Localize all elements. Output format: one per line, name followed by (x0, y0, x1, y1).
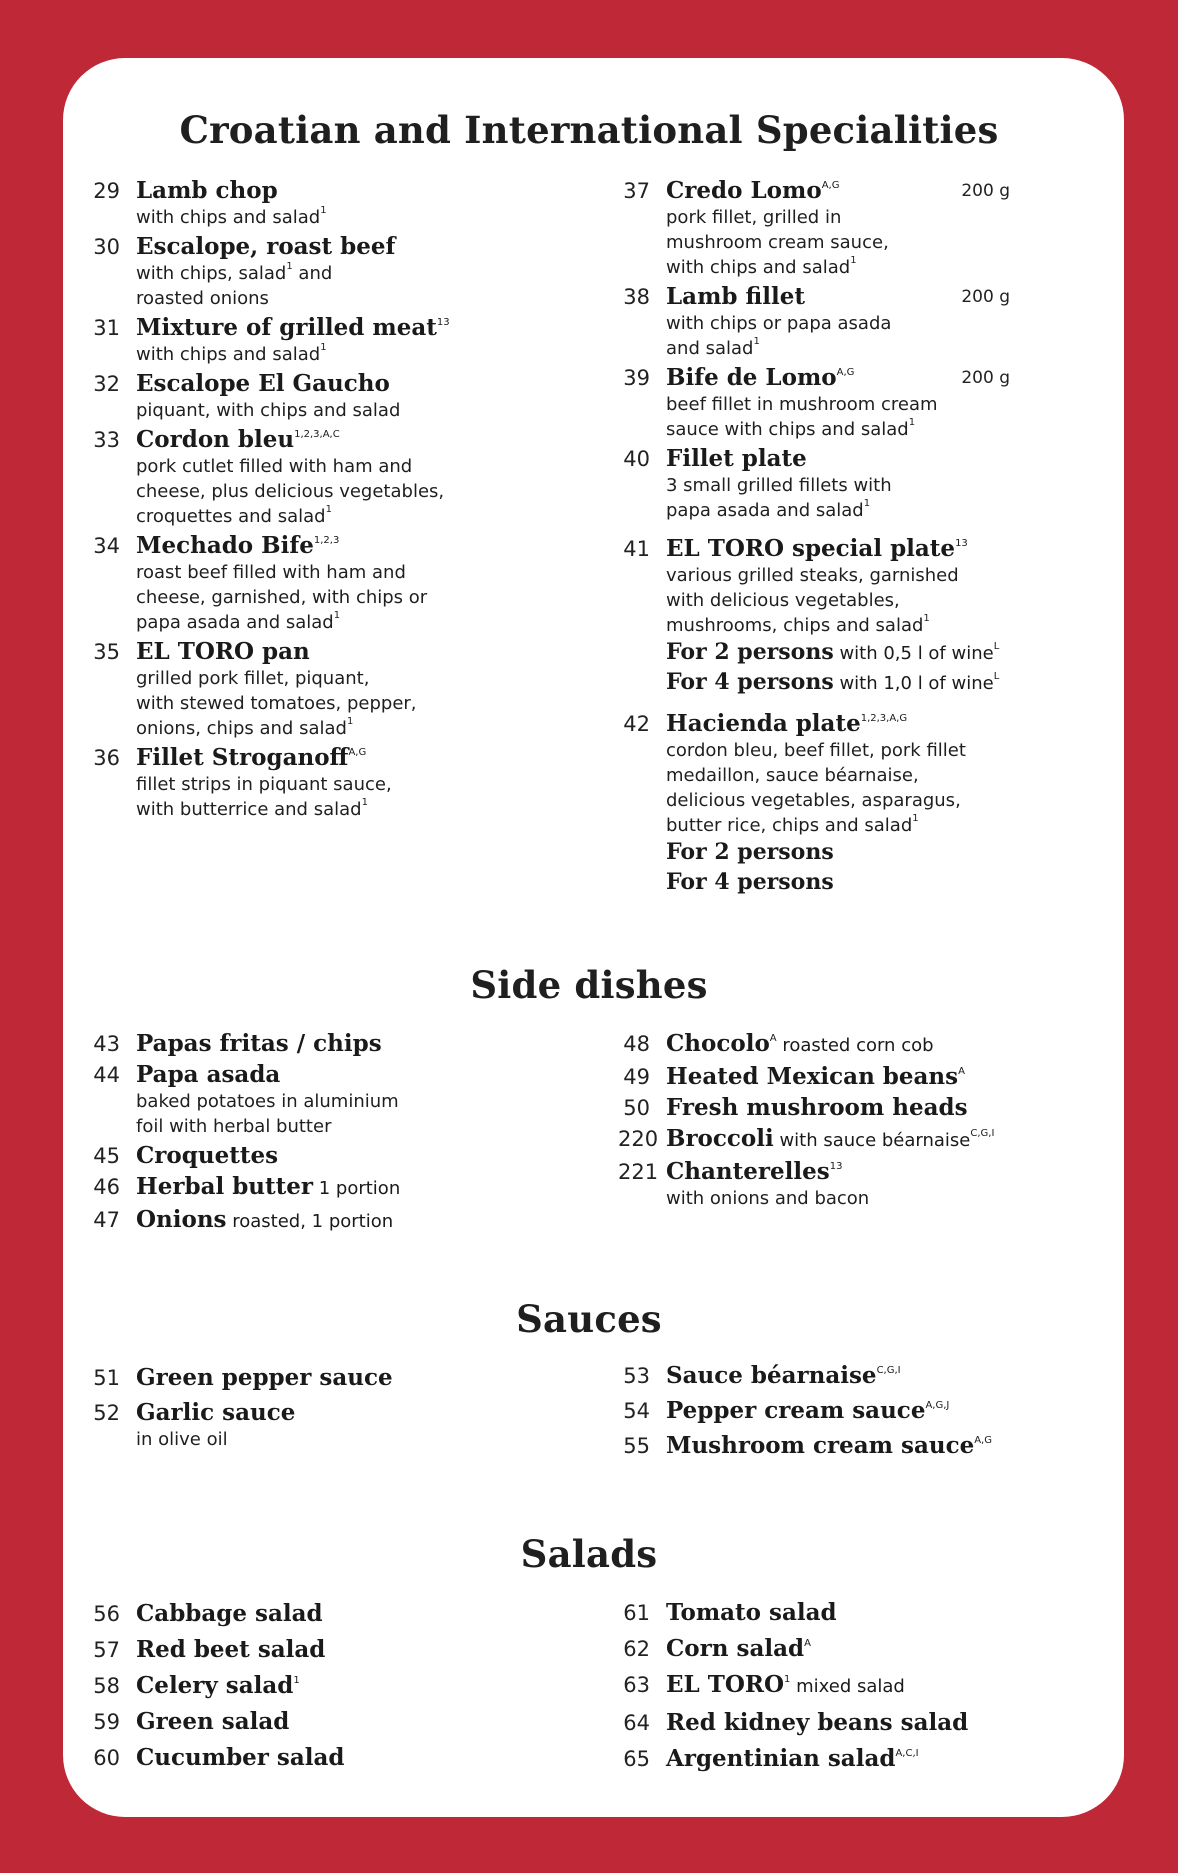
allergen-note: 1 (863, 498, 871, 509)
item-name: Escalope El Gaucho (136, 370, 390, 397)
item-description: roasted onions (136, 288, 269, 309)
menu-item-62 (618, 1635, 1018, 1663)
item-number: 35 (93, 640, 120, 664)
menu-item-59 (88, 1708, 488, 1736)
allergen-note: A (804, 1638, 811, 1649)
item-name: Papas fritas / chips (136, 1030, 382, 1057)
item-description: cheese, plus delicious vegetables, (136, 481, 445, 502)
item-name: Fillet plate (666, 445, 807, 472)
specialities-left-column (88, 177, 488, 822)
portion-label: For 4 persons (666, 869, 834, 895)
item-number: 42 (623, 712, 650, 736)
portion-option (666, 838, 1010, 868)
item-name: Red beet salad (136, 1636, 326, 1663)
item-description: baked potatoes in aluminium (136, 1091, 399, 1112)
item-number: 44 (93, 1063, 120, 1087)
item-description: in olive oil (136, 1429, 228, 1450)
allergen-note: 1 (850, 255, 857, 266)
item-description: 3 small grilled fillets with (666, 475, 892, 496)
menu-item-57 (88, 1636, 488, 1664)
item-description: with butterrice and salad (136, 799, 362, 820)
item-number: 61 (623, 1601, 650, 1625)
allergen-note: A,G (836, 367, 855, 378)
item-name: Pepper cream sauce (666, 1397, 926, 1424)
section-title-side-dishes: Side dishes (470, 963, 708, 1007)
item-name: Cucumber salad (136, 1744, 345, 1771)
salads-left-column (88, 1600, 488, 1772)
menu-item-32 (88, 370, 488, 423)
item-number: 64 (623, 1711, 650, 1735)
allergen-note: 1 (293, 1675, 300, 1686)
item-description: with chips and salad (136, 344, 321, 365)
allergen-note: 13 (955, 538, 968, 549)
sauces-left-column (88, 1364, 488, 1452)
allergen-note: C,G,I (876, 1365, 901, 1376)
menu-item-56 (88, 1600, 488, 1628)
item-description: cheese, garnished, with chips or (136, 587, 428, 608)
allergen-note: 1 (361, 797, 368, 808)
menu-item-52 (88, 1399, 488, 1452)
item-description: medaillon, sauce béarnaise, (666, 765, 919, 786)
item-number: 29 (93, 179, 120, 203)
allergen-note: 1 (286, 261, 293, 272)
item-description: foil with herbal butter (136, 1116, 332, 1137)
item-description: sauce with chips and salad (666, 419, 909, 440)
allergen-note: A,G (348, 747, 367, 758)
item-number: 51 (93, 1366, 120, 1390)
item-name: Chocolo (666, 1030, 770, 1057)
item-description: cordon bleu, beef fillet, pork fillet (666, 740, 966, 761)
item-number: 37 (623, 179, 650, 203)
menu-item-55 (618, 1432, 1018, 1460)
item-name: Hacienda plate (666, 710, 861, 737)
allergen-note: C,G,I (970, 1128, 995, 1139)
item-description: fillet strips in piquant sauce, (136, 774, 392, 795)
allergen-note: 1 (320, 342, 327, 353)
item-name: Cordon bleu (136, 426, 295, 453)
item-name: Corn salad (666, 1635, 805, 1662)
item-number: 36 (93, 746, 120, 770)
item-name: Onions (136, 1206, 227, 1233)
item-number: 50 (623, 1096, 650, 1120)
allergen-note: 1,2,3,A,G (860, 713, 908, 724)
menu-item-31 (88, 314, 488, 367)
item-number: 48 (623, 1032, 650, 1056)
menu-item-65 (618, 1745, 1018, 1773)
menu-item-53 (618, 1362, 1018, 1390)
salads-right-column (618, 1599, 1018, 1773)
menu-item-34 (88, 532, 488, 635)
item-description: mixed salad (790, 1676, 905, 1697)
section-title-salads: Salads (520, 1532, 658, 1576)
allergen-note: 13 (829, 1161, 843, 1172)
item-description: onions, chips and salad (136, 718, 347, 739)
item-name: EL TORO pan (136, 638, 310, 665)
item-description: grilled pork fillet, piquant, (136, 668, 370, 689)
item-name: Green pepper sauce (136, 1364, 393, 1391)
item-name: Tomato salad (666, 1599, 837, 1626)
item-number: 47 (93, 1208, 120, 1232)
item-description: with stewed tomatoes, pepper, (136, 693, 417, 714)
menu-item-58 (88, 1672, 488, 1700)
item-number: 45 (93, 1144, 120, 1168)
menu-item-39 (618, 364, 1010, 442)
menu-item-221 (618, 1158, 1018, 1211)
item-description: beef fillet in mushroom cream (666, 394, 938, 415)
menu-item-49 (618, 1063, 1018, 1091)
item-name: EL TORO (666, 1671, 785, 1698)
item-number: 65 (623, 1747, 650, 1771)
item-number: 58 (93, 1674, 120, 1698)
item-number: 46 (93, 1175, 120, 1199)
menu-item-54 (618, 1397, 1018, 1425)
item-name: Mushroom cream sauce (666, 1432, 975, 1459)
menu-item-36 (88, 744, 488, 822)
allergen-note: L (993, 671, 1000, 682)
item-number: 40 (623, 447, 650, 471)
item-name: EL TORO special plate (666, 535, 956, 562)
allergen-note: 1 (333, 610, 341, 621)
allergen-note: 13 (436, 317, 450, 328)
item-description: with onions and bacon (666, 1188, 870, 1209)
allergen-note: 1 (908, 417, 916, 428)
allergen-note: A (769, 1033, 777, 1044)
allergen-note: A,C,I (895, 1748, 919, 1759)
item-description: papa asada and salad (136, 612, 334, 633)
allergen-note: 1 (325, 504, 332, 515)
item-number: 54 (623, 1399, 650, 1423)
item-weight: 200 g (961, 368, 1010, 388)
item-description: various grilled steaks, garnished (666, 565, 959, 586)
menu-item-64 (618, 1709, 1018, 1737)
item-name: Mechado Bife (136, 532, 314, 559)
item-number: 33 (93, 428, 120, 452)
menu-item-46 (88, 1173, 488, 1203)
item-name: Herbal butter (136, 1173, 314, 1200)
portion-label: For 2 persons (666, 639, 834, 665)
menu-item-48 (618, 1030, 1018, 1060)
item-number: 221 (618, 1160, 659, 1184)
allergen-note: A (958, 1066, 965, 1077)
item-number: 53 (623, 1364, 650, 1388)
item-name: Escalope, roast beef (136, 233, 396, 260)
item-name: Chanterelles (666, 1158, 830, 1185)
item-number: 59 (93, 1710, 120, 1734)
item-description: with sauce béarnaise (773, 1130, 971, 1151)
allergen-note: 1 (923, 613, 930, 624)
menu-item-51 (88, 1364, 488, 1392)
item-number: 57 (93, 1638, 120, 1662)
item-description: papa asada and salad (666, 500, 864, 521)
item-name: Cabbage salad (136, 1600, 323, 1627)
allergen-note: 1 (346, 716, 354, 727)
item-number: 34 (93, 534, 120, 558)
section-title-specialities: Croatian and International Specialities (179, 108, 999, 152)
item-name: Credo Lomo (666, 177, 822, 204)
item-number: 30 (93, 235, 120, 259)
item-description: mushrooms, chips and salad (666, 615, 924, 636)
item-description: mushroom cream sauce, (666, 232, 889, 253)
item-number: 38 (623, 285, 650, 309)
menu-item-60 (88, 1744, 488, 1772)
item-name: Mixture of grilled meat (136, 314, 437, 341)
menu-item-42 (618, 710, 1010, 898)
item-description: and (292, 263, 333, 284)
item-name: Celery salad (136, 1672, 294, 1699)
item-number: 52 (93, 1401, 120, 1425)
allergen-note: 1,2,3 (313, 535, 340, 546)
menu-item-35 (88, 638, 488, 741)
item-description: 1 portion (313, 1178, 401, 1199)
item-name: Broccoli (666, 1125, 774, 1152)
allergen-note: 1 (753, 336, 760, 347)
item-description: with chips and salad (666, 257, 851, 278)
item-description: roasted corn cob (776, 1035, 934, 1056)
menu-item-43 (88, 1030, 488, 1058)
allergen-note: A,G (974, 1435, 992, 1446)
menu-item-63 (618, 1671, 1018, 1701)
sauces-right-column (618, 1362, 1018, 1460)
item-description: with delicious vegetables, (666, 590, 900, 611)
item-name: Sauce béarnaise (666, 1362, 877, 1389)
item-number: 31 (93, 316, 120, 340)
sides-right-column (618, 1030, 1018, 1211)
item-name: Bife de Lomo (666, 364, 837, 391)
menu-item-47 (88, 1206, 488, 1236)
item-name: Croquettes (136, 1142, 279, 1169)
menu-item-38 (618, 283, 1010, 361)
item-weight: 200 g (961, 181, 1010, 201)
portion-option (666, 638, 1010, 668)
item-name: Fresh mushroom heads (666, 1094, 968, 1121)
menu-item-45 (88, 1142, 488, 1170)
specialities-right-column (618, 177, 1010, 898)
item-number: 43 (93, 1032, 120, 1056)
item-name: Green salad (136, 1708, 290, 1735)
item-description: roasted, 1 portion (226, 1211, 394, 1232)
item-description: butter rice, chips and salad (666, 815, 913, 836)
item-description: piquant, with chips and salad (136, 400, 401, 421)
item-name: Lamb chop (136, 177, 278, 204)
menu-item-41 (618, 535, 1010, 698)
item-description: croquettes and salad (136, 506, 326, 527)
allergen-note: 1,2,3,A,C (294, 429, 340, 440)
section-title-sauces: Sauces (516, 1297, 662, 1341)
menu-item-37 (618, 177, 1010, 280)
item-number: 63 (623, 1673, 650, 1697)
item-name: Heated Mexican beans (666, 1063, 959, 1090)
item-number: 32 (93, 372, 120, 396)
item-description: with chips or papa asada (666, 313, 892, 334)
menu-item-61 (618, 1599, 1018, 1627)
item-number: 55 (623, 1434, 650, 1458)
item-description: with chips and salad (136, 207, 321, 228)
item-description: pork fillet, grilled in (666, 207, 842, 228)
portion-option (666, 668, 1010, 698)
menu-item-30 (88, 233, 488, 311)
item-number: 220 (618, 1127, 659, 1151)
allergen-note: 1 (320, 205, 327, 216)
portion-extra: with 1,0 l of wine (833, 673, 994, 694)
item-number: 56 (93, 1602, 120, 1626)
menu-item-33 (88, 426, 488, 529)
item-name: Papa asada (136, 1061, 281, 1088)
portion-option (666, 868, 1010, 898)
item-number: 62 (623, 1637, 650, 1661)
item-number: 60 (93, 1746, 120, 1770)
item-name: Garlic sauce (136, 1399, 296, 1426)
item-description: pork cutlet filled with ham and (136, 456, 413, 477)
allergen-note: A,G (821, 180, 840, 191)
item-number: 49 (623, 1065, 650, 1089)
item-description: and salad (666, 338, 754, 359)
item-number: 39 (623, 366, 650, 390)
portion-label: For 4 persons (666, 669, 834, 695)
portion-extra: with 0,5 l of wine (833, 643, 994, 664)
allergen-note: 1 (784, 1674, 791, 1685)
sides-left-column (88, 1030, 488, 1236)
menu-item-50 (618, 1094, 1018, 1122)
item-number: 41 (623, 537, 650, 561)
menu-item-44 (88, 1061, 488, 1139)
item-description: delicious vegetables, asparagus, (666, 790, 961, 811)
menu-item-29 (88, 177, 488, 230)
item-name: Argentinian salad (666, 1745, 896, 1772)
allergen-note: L (993, 641, 1000, 652)
allergen-note: A,G,J (925, 1400, 950, 1411)
allergen-note: 1 (912, 813, 919, 824)
item-name: Lamb fillet (666, 283, 805, 310)
item-description: roast beef filled with ham and (136, 562, 406, 583)
menu-item-40 (618, 445, 1010, 523)
item-name: Red kidney beans salad (666, 1709, 969, 1736)
portion-label: For 2 persons (666, 839, 834, 865)
item-description: with chips, salad (136, 263, 287, 284)
item-weight: 200 g (961, 287, 1010, 307)
item-name: Fillet Stroganoff (136, 744, 349, 771)
menu-item-220 (618, 1125, 1018, 1155)
